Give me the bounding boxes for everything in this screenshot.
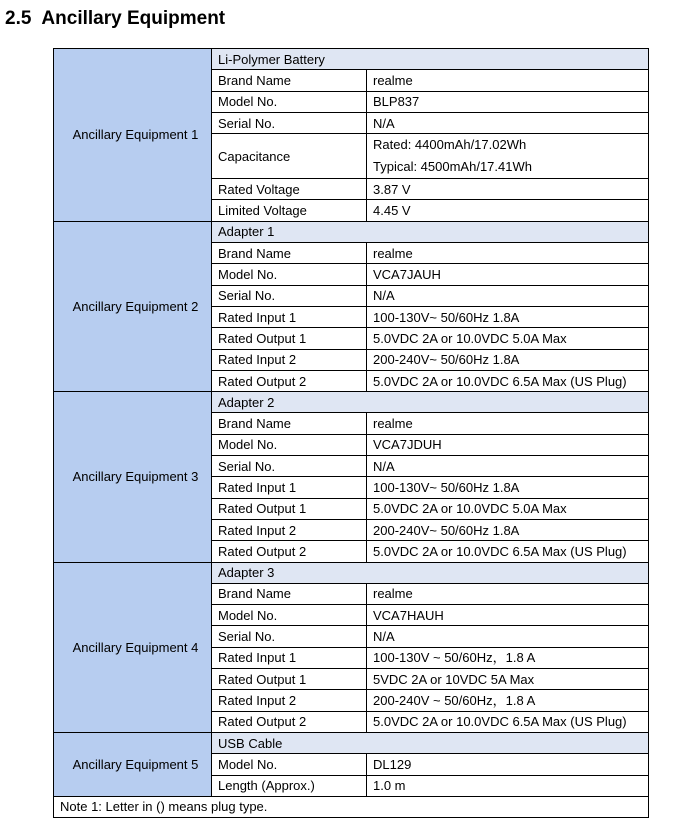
- value-cell: 200-240V~ 50/60Hz 1.8A: [367, 349, 649, 370]
- param-cell: Model No.: [212, 264, 367, 285]
- value-cell: 5.0VDC 2A or 10.0VDC 6.5A Max (US Plug): [367, 541, 649, 562]
- param-cell: Serial No.: [212, 626, 367, 647]
- value-cell: 5.0VDC 2A or 10.0VDC 6.5A Max (US Plug): [367, 370, 649, 391]
- value-cell: N/A: [367, 456, 649, 477]
- group-label: Ancillary Equipment 4: [54, 562, 212, 732]
- param-cell: Model No.: [212, 754, 367, 775]
- value-cell: realme: [367, 413, 649, 434]
- param-cell: Rated Output 2: [212, 541, 367, 562]
- note-row: [54, 796, 649, 817]
- value-cell: 5.0VDC 2A or 10.0VDC 5.0A Max: [367, 328, 649, 349]
- param-cell: Capacitance: [212, 134, 367, 179]
- value-cell: 5.0VDC 2A or 10.0VDC 5.0A Max: [367, 498, 649, 519]
- param-cell: Rated Input 2: [212, 349, 367, 370]
- param-cell: Rated Voltage: [212, 179, 367, 200]
- value-cell: DL129: [367, 754, 649, 775]
- value-cell: 100-130V~ 50/60Hz 1.8A: [367, 306, 649, 327]
- group-label: Ancillary Equipment 3: [54, 392, 212, 562]
- value-cell: realme: [367, 243, 649, 264]
- value-cell: BLP837: [367, 91, 649, 112]
- value-cell: 200-240V ~ 50/60Hz，1.8 A: [367, 690, 649, 711]
- table-row: [54, 49, 649, 70]
- value-cell: VCA7JDUH: [367, 434, 649, 455]
- value-cell: realme: [367, 583, 649, 604]
- group-label: Ancillary Equipment 5: [54, 732, 212, 796]
- param-cell: Rated Output 1: [212, 498, 367, 519]
- param-cell: Rated Output 1: [212, 328, 367, 349]
- param-cell: Rated Input 1: [212, 647, 367, 668]
- param-cell: Rated Input 2: [212, 519, 367, 540]
- group-header: Adapter 3: [212, 562, 649, 583]
- param-cell: Rated Output 2: [212, 711, 367, 732]
- group-label: Ancillary Equipment 1: [54, 49, 212, 222]
- value-cell: 5VDC 2A or 10VDC 5A Max: [367, 669, 649, 690]
- table-row: [54, 221, 649, 242]
- param-cell: Brand Name: [212, 243, 367, 264]
- param-cell: Model No.: [212, 434, 367, 455]
- param-cell: Brand Name: [212, 70, 367, 91]
- param-cell: Rated Input 1: [212, 477, 367, 498]
- value-cell: VCA7HAUH: [367, 605, 649, 626]
- value-cell: 200-240V~ 50/60Hz 1.8A: [367, 519, 649, 540]
- value-line: Rated: 4400mAh/17.02Wh: [373, 137, 527, 153]
- value-cell: N/A: [367, 626, 649, 647]
- group-header: USB Cable: [212, 732, 649, 753]
- param-cell: Model No.: [212, 605, 367, 626]
- value-cell: [367, 134, 649, 179]
- value-cell: realme: [367, 70, 649, 91]
- value-cell: VCA7JAUH: [367, 264, 649, 285]
- param-cell: Length (Approx.): [212, 775, 367, 796]
- value-cell: 3.87 V: [367, 179, 649, 200]
- value-line: Typical: 4500mAh/17.41Wh: [373, 159, 532, 175]
- ancillary-equipment-table: [53, 48, 649, 818]
- param-cell: Brand Name: [212, 583, 367, 604]
- table-row: [54, 392, 649, 413]
- param-cell: Model No.: [212, 91, 367, 112]
- value-cell: 5.0VDC 2A or 10.0VDC 6.5A Max (US Plug): [367, 711, 649, 732]
- param-cell: Serial No.: [212, 112, 367, 133]
- value-cell: N/A: [367, 285, 649, 306]
- value-cell: 100-130V~ 50/60Hz 1.8A: [367, 477, 649, 498]
- group-header: Adapter 1: [212, 221, 649, 242]
- value-cell: 1.0 m: [367, 775, 649, 796]
- param-cell: Rated Input 1: [212, 306, 367, 327]
- param-cell: Serial No.: [212, 285, 367, 306]
- table-note: Note 1: Letter in () means plug type.: [54, 796, 649, 817]
- group-header: Adapter 2: [212, 392, 649, 413]
- param-cell: Serial No.: [212, 456, 367, 477]
- value-cell: 100-130V ~ 50/60Hz，1.8 A: [367, 647, 649, 668]
- group-header: Li-Polymer Battery: [212, 49, 649, 70]
- table-row: [54, 732, 649, 753]
- value-cell: N/A: [367, 112, 649, 133]
- param-cell: Rated Input 2: [212, 690, 367, 711]
- param-cell: Rated Output 2: [212, 370, 367, 391]
- group-label: Ancillary Equipment 2: [54, 221, 212, 391]
- param-cell: Limited Voltage: [212, 200, 367, 221]
- table-row: [54, 562, 649, 583]
- value-cell: 4.45 V: [367, 200, 649, 221]
- section-title: Ancillary Equipment: [41, 8, 226, 29]
- section-heading: [5, 8, 225, 30]
- param-cell: Rated Output 1: [212, 669, 367, 690]
- param-cell: Brand Name: [212, 413, 367, 434]
- section-number: 2.5: [5, 8, 32, 29]
